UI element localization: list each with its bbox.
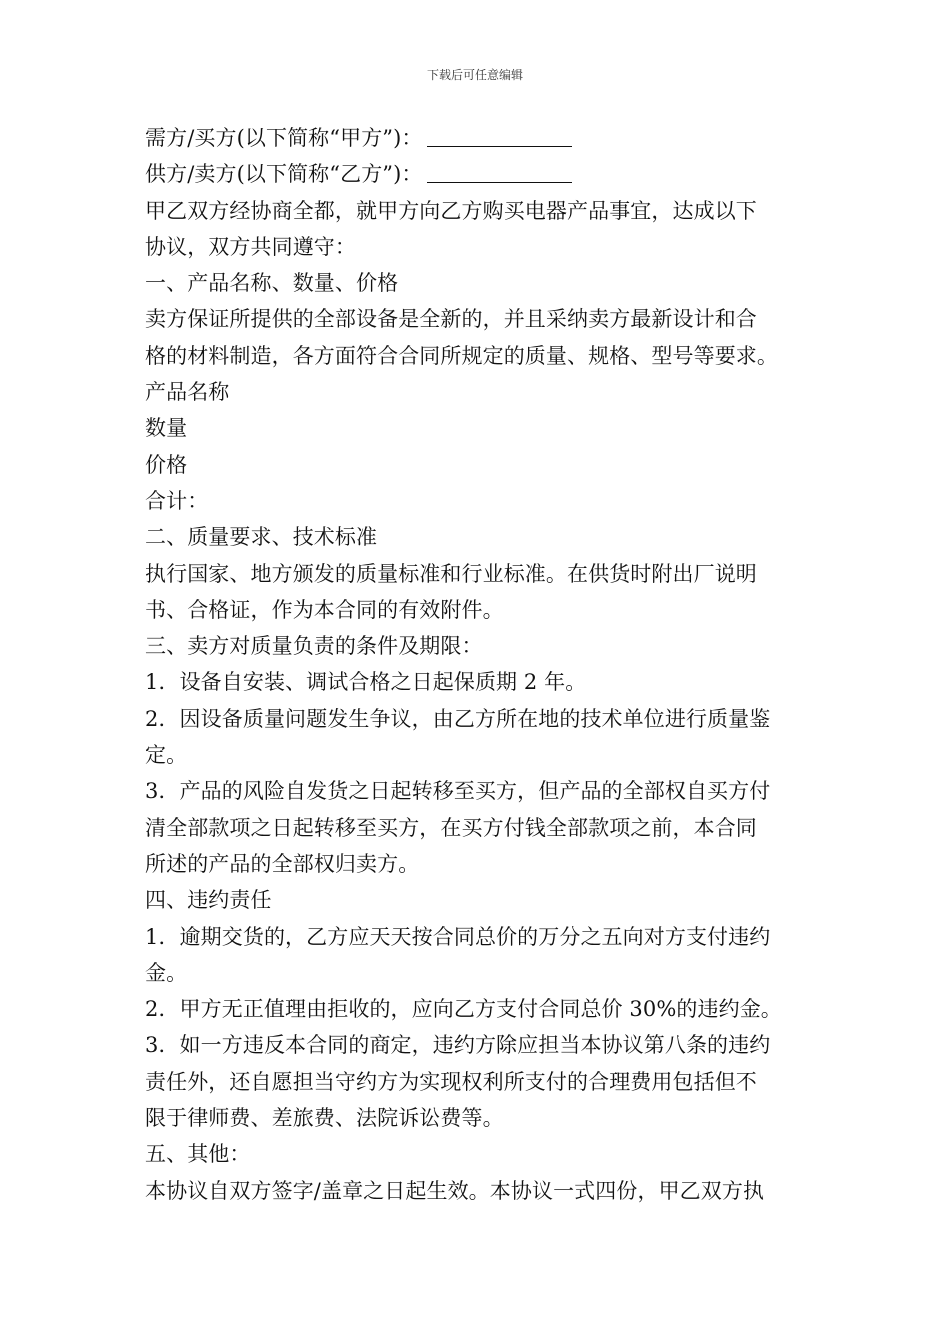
clause-line: 金。	[145, 960, 188, 985]
text-line: 卖方保证所提供的全部设备是全新的，并且采纳卖方最新设计和合	[145, 307, 757, 332]
section-heading: 三、卖方对质量负责的条件及期限：	[145, 634, 483, 659]
field-label: 产品名称	[145, 380, 230, 405]
field-label: 数量	[145, 416, 188, 441]
section-heading: 二、质量要求、技术标准	[145, 525, 378, 550]
seller-blank	[427, 160, 572, 183]
clause-line: 1．逾期交货的，乙方应天天按合同总价的万分之五向对方支付违约	[145, 924, 771, 949]
text-line: 甲乙双方经协商全都，就甲方向乙方购买电器产品事宜，达成以下	[145, 198, 757, 223]
section-heading: 四、违约责任	[145, 888, 272, 913]
clause-line: 限于律师费、差旅费、法院诉讼费等。	[145, 1106, 504, 1131]
buyer-blank	[427, 124, 572, 147]
buyer-line	[145, 120, 810, 156]
clause-line: 3．产品的风险自发货之日起转移至买方，但产品的全部权自买方付	[145, 779, 771, 804]
clause-line: 清全部款项之日起转移至买方，在买方付钱全部款项之前，本合同	[145, 815, 757, 840]
buyer-label: 需方/买方(以下简称“甲方”)：	[145, 126, 423, 150]
clause-line: 2．因设备质量问题发生争议，由乙方所在地的技术单位进行质量鉴	[145, 706, 771, 731]
clause-line: 1．设备自安装、调试合格之日起保质期 2 年。	[145, 670, 587, 695]
clause-line: 3．如一方违反本合同的商定，违约方除应担当本协议第八条的违约	[145, 1033, 771, 1058]
clause-line: 定。	[145, 743, 188, 768]
seller-label: 供方/卖方(以下简称“乙方”)：	[145, 162, 423, 187]
clause-line: 所述的产品的全部权归卖方。	[145, 851, 420, 876]
text-line: 本协议自双方签字/盖章之日起生效。本协议一式四份，甲乙双方执	[145, 1178, 765, 1203]
text-line: 执行国家、地方颁发的质量标准和行业标准。在供货时附出厂说明	[145, 561, 757, 586]
seller-line	[145, 156, 810, 192]
section-heading: 一、产品名称、数量、价格	[145, 271, 399, 296]
page-header: 下载后可任意编辑	[426, 68, 523, 82]
field-label: 价格	[145, 452, 188, 477]
field-label: 合计：	[145, 488, 209, 513]
clause-line: 2．甲方无正值理由拒收的，应向乙方支付合同总价 30%的违约金。	[145, 997, 782, 1022]
contract-body	[145, 120, 810, 1209]
text-line: 书、合格证，作为本合同的有效附件。	[145, 597, 504, 622]
clause-line: 责任外，还自愿担当守约方为实现权利所支付的合理费用包括但不	[145, 1069, 757, 1094]
section-heading: 五、其他：	[145, 1142, 251, 1167]
text-line: 格的材料制造，各方面符合合同所规定的质量、规格、型号等要求。	[145, 343, 778, 368]
text-line: 协议，双方共同遵守：	[145, 234, 356, 259]
